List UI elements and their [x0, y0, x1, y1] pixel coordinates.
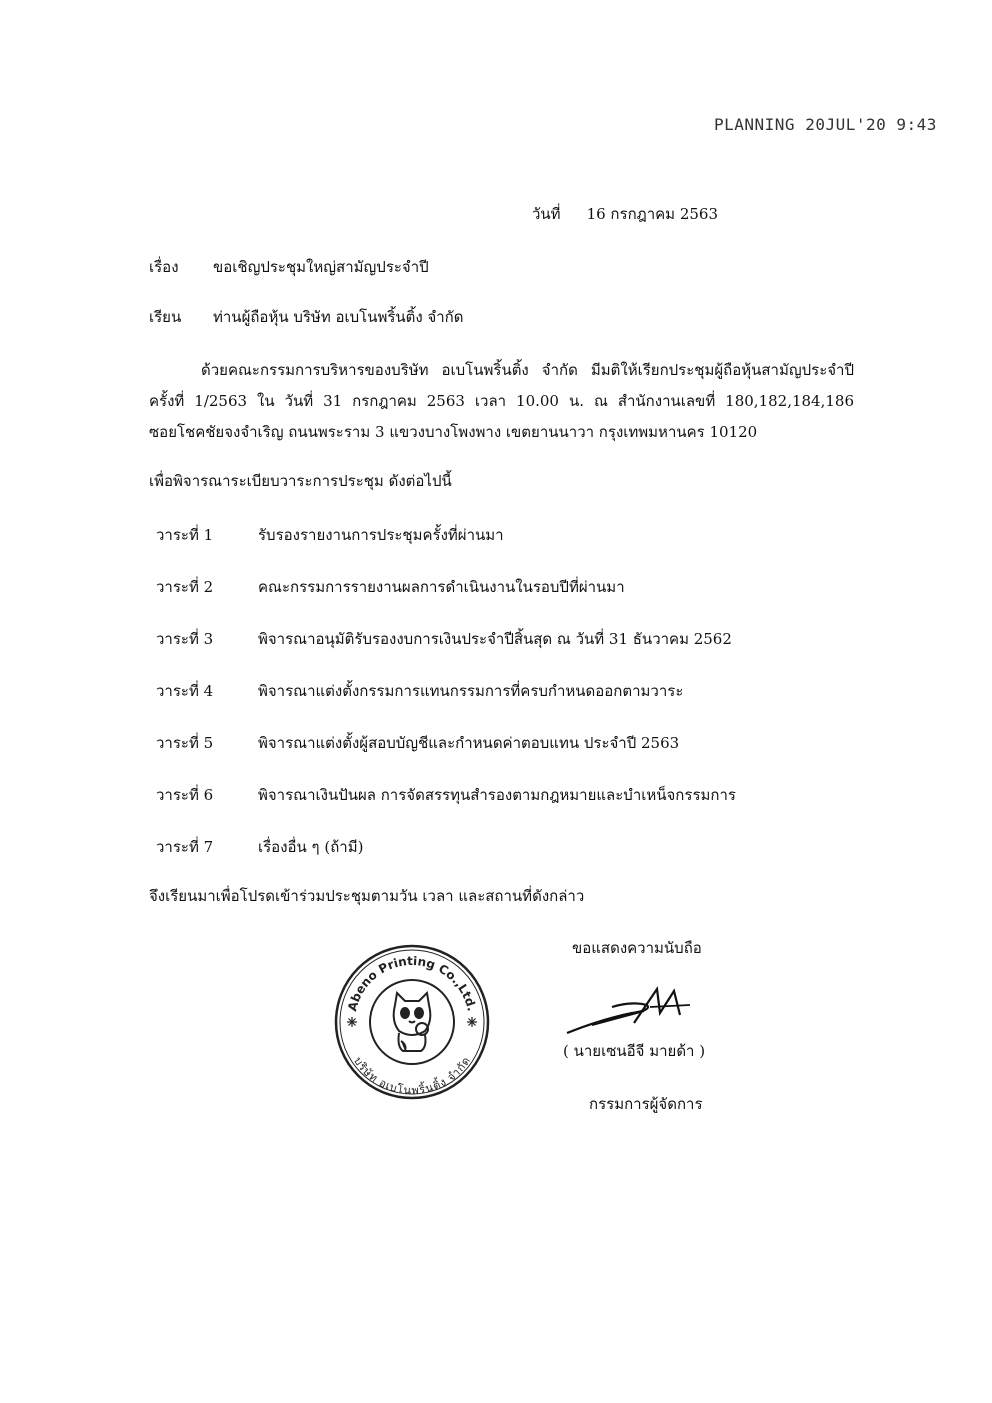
agenda-text: พิจารณาเงินปันผล การจัดสรรทุนสำรองตามกฎหมายและบำเหน็จกรรมการ: [258, 786, 736, 804]
agenda-number: วาระที่ 4: [156, 682, 214, 700]
agenda-text: พิจารณาอนุมัติรับรองงบการเงินประจำปีสิ้นสุด ณ วันที่ 31 ธันวาคม 2562: [258, 630, 732, 648]
subject-text: ขอเชิญประชุมใหญ่สามัญประจำปี: [213, 258, 429, 276]
agenda-number: วาระที่ 6: [156, 786, 214, 804]
company-seal: [333, 943, 491, 1101]
body-line: ซอยโชคชัยจงจำเริญ ถนนพระราม 3 แขวงบางโพงพาง เขตยานนาวา กรุงเทพมหานคร 10120: [149, 423, 758, 441]
fax-header: PLANNING 20JUL'20 9:43: [714, 115, 937, 134]
body-line: ครั้งที่ 1/2563 ใน วันที่ 31 กรกฎาคม 2563 เวลา 10.00 น. ณ สำนักงานเลขที่ 180,182,184,186: [149, 392, 854, 410]
signer-position: กรรมการผู้จัดการ: [589, 1095, 703, 1113]
signer-name: ( นายเซนอีจี มายด้า ): [563, 1042, 706, 1060]
agenda-number: วาระที่ 2: [156, 578, 214, 596]
agenda-number: วาระที่ 5: [156, 734, 214, 752]
body-paragraph: [149, 355, 854, 448]
regards: ขอแสดงความนับถือ: [572, 939, 702, 957]
subject-label: เรื่อง: [149, 258, 179, 276]
agenda-intro: เพื่อพิจารณาระเบียบวาระการประชุม ดังต่อไปนี้: [149, 472, 452, 490]
agenda-number: วาระที่ 7: [156, 838, 214, 856]
date-value: 16 กรกฎาคม 2563: [586, 205, 719, 223]
agenda-text: คณะกรรมการรายงานผลการดำเนินงานในรอบปีที่ผ่านมา: [258, 578, 625, 596]
date-label: วันที่: [532, 205, 561, 223]
agenda-text: พิจารณาแต่งตั้งผู้สอบบัญชีและกำหนดค่าตอบแทน ประจำปี 2563: [258, 734, 680, 752]
agenda-text: เรื่องอื่น ๆ (ถ้ามี): [258, 838, 364, 856]
signature: [562, 983, 712, 1043]
recipient-text: ท่านผู้ถือหุ้น บริษัท อเบโนพริ้นติ้ง จำกัด: [213, 308, 464, 326]
seal-text-bottom: บริษัท อเบโนพริ้นติ้ง จำกัด: [351, 1054, 473, 1098]
cat-mascot-icon: [394, 993, 431, 1051]
agenda-number: วาระที่ 1: [156, 526, 214, 544]
closing-sentence: จึงเรียนมาเพื่อโปรดเข้าร่วมประชุมตามวัน เวลา และสถานที่ดังกล่าว: [149, 887, 585, 905]
agenda-text: พิจารณาแต่งตั้งกรรมการแทนกรรมการที่ครบกำหนดออกตามวาระ: [258, 682, 684, 700]
recipient-label: เรียน: [149, 308, 182, 326]
agenda-number: วาระที่ 3: [156, 630, 214, 648]
agenda-text: รับรองรายงานการประชุมครั้งที่ผ่านมา: [258, 526, 504, 544]
seal-text-top: Abeno Printing Co.,Ltd.: [345, 953, 479, 1013]
body-line: ด้วยคณะกรรมการบริหารของบริษัท อเบโนพริ้นติ้ง จำกัด มีมติให้เรียกประชุมผู้ถือหุ้นสามัญประจำปี: [201, 361, 854, 379]
date-line: [532, 204, 718, 224]
